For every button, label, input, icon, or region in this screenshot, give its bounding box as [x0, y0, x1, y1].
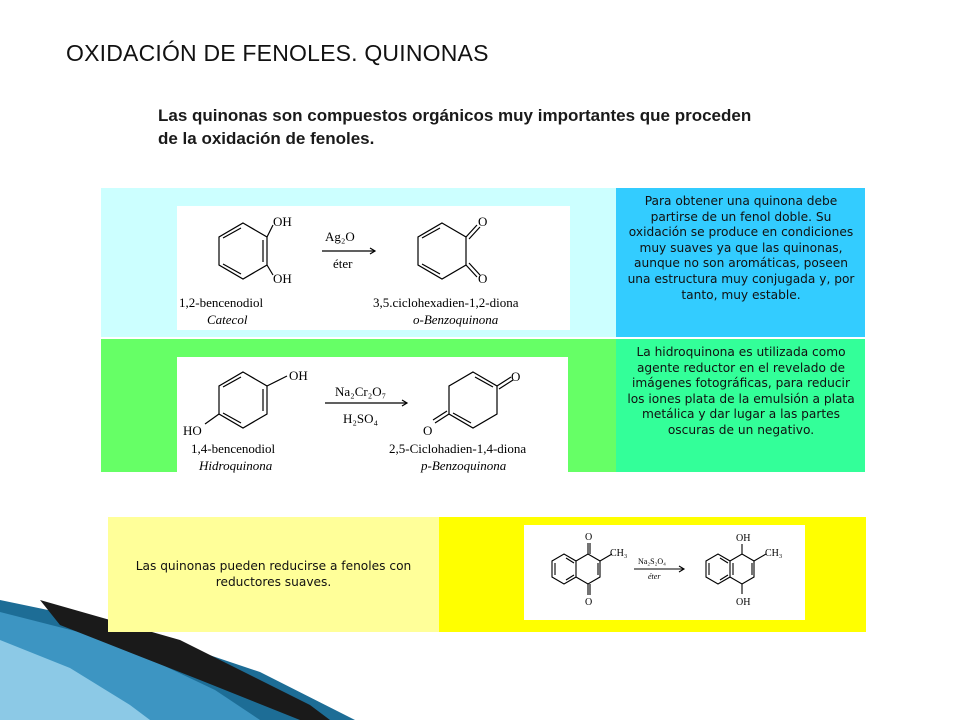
o-benzoquinona-iupac-name: 3,5.ciclohexadien-1,2-diona: [373, 295, 519, 310]
oh-label-3: OH: [289, 368, 308, 383]
hidroquinona-iupac-name: 1,4-bencenodiol: [191, 441, 276, 456]
catecol-common-name: Catecol: [207, 312, 248, 327]
oh-label-4: OH: [736, 533, 751, 544]
hidroquinona-common-name: Hidroquinona: [199, 458, 273, 473]
slide-title: OXIDACIÓN DE FENOLES. QUINONAS: [66, 40, 489, 66]
o-label-6: O: [585, 597, 593, 608]
ch3-label-1: CH₃: [610, 548, 628, 559]
o-label-5: O: [585, 532, 593, 543]
row2-note: La hidroquinona es utilizada como agente reductor en el revelado de imágenes fotográficas, para reducir los iones plata de la emulsión a plata metálica y dar lugar a las partes oscuras de un negativo.: [627, 345, 855, 437]
reagent-na2cr2o7: Na₂Cr₂O₇: [335, 384, 387, 399]
ho-label: HO: [183, 423, 202, 438]
reagent-eter-1: éter: [333, 256, 353, 271]
row1-note: Para obtener una quinona debe partirse de un fenol doble. Su oxidación se produce en condiciones muy suaves ya que las quinonas, aunque no son aromáticas, poseen una estructura muy conjugada y, por tanto, muy estable.: [627, 194, 855, 302]
reagent-na2s2o4: Na₂S₂O₄: [638, 557, 666, 566]
p-benzoquinona-iupac-name: 2,5-Ciclohadien-1,4-diona: [389, 441, 527, 456]
reagent-h2so4: H₂SO₄: [343, 411, 379, 426]
reaction-catecol-oxidation: [177, 206, 570, 330]
o-benzoquinona-common-name: o-Benzoquinona: [413, 312, 499, 327]
intro-text: Las quinonas son compuestos orgánicos muy importantes que proceden de la oxidación de fenoles.: [158, 106, 752, 148]
o-label-1: O: [478, 214, 488, 229]
ch3-label-2: CH₃: [765, 548, 783, 559]
o-label-2: O: [478, 271, 488, 286]
oh-label-1: OH: [273, 214, 292, 229]
reaction-1-structures: [177, 206, 570, 330]
p-benzoquinona-common-name: p-Benzoquinona: [421, 458, 507, 473]
o-label-4: O: [423, 423, 433, 438]
reaction-hydroquinone-oxidation: [177, 357, 568, 476]
oh-label-2: OH: [273, 271, 292, 286]
reagent-eter-2: éter: [648, 572, 661, 581]
reagent-ag2o: Ag₂O: [325, 229, 355, 244]
reaction-2-structures: [177, 357, 568, 476]
row3-note: Las quinonas pueden reducirse a fenoles con reductores suaves.: [135, 559, 412, 589]
reaction-naphthoquinone-reduction: [524, 525, 805, 620]
catecol-iupac-name: 1,2-bencenodiol: [179, 295, 264, 310]
reaction-3-structures: [524, 525, 805, 620]
o-label-3: O: [511, 369, 521, 384]
oh-label-5: OH: [736, 597, 751, 608]
